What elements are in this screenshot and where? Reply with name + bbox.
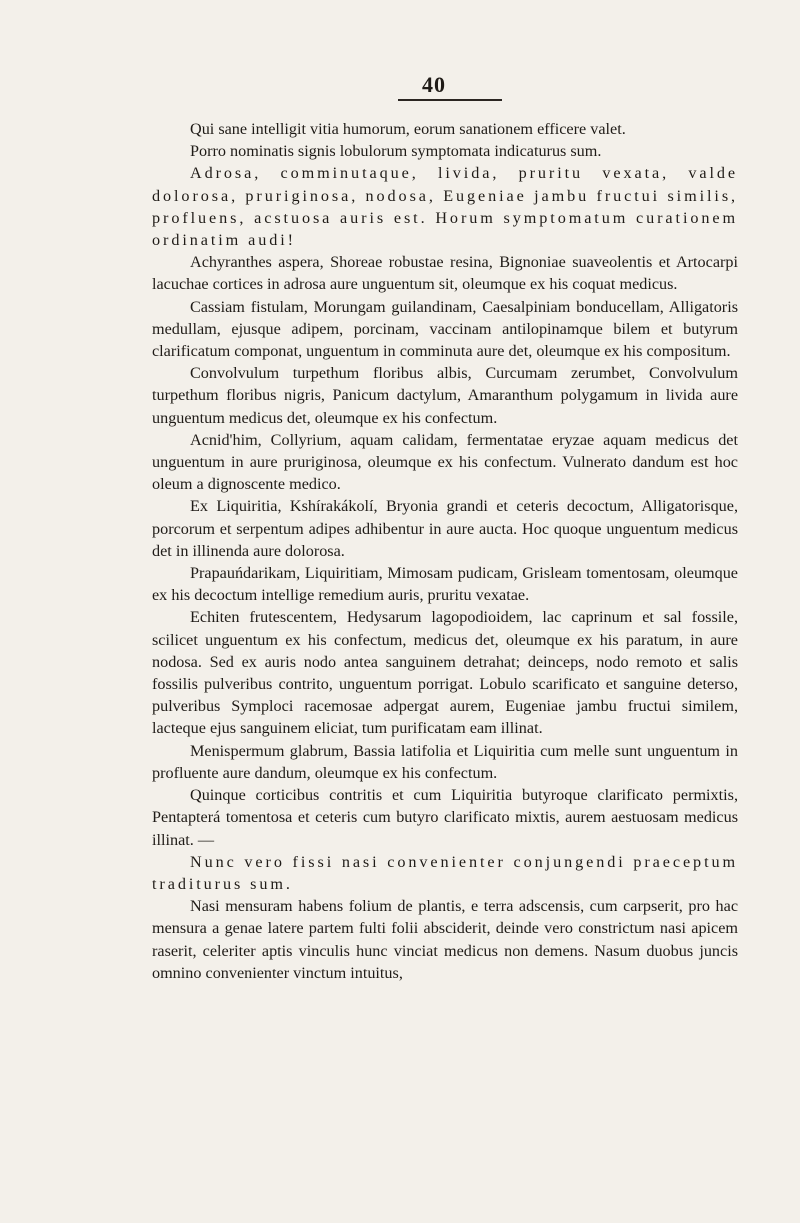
paragraph: Acnid'him, Collyrium, aquam calidam, fermentatae eryzae aquam medicus det unguentum in aure pruriginosa, oleumque ex his confectum. Vulnerato dandum est hoc oleum a dignoscente medico. <box>152 430 738 494</box>
paragraph: Cassiam fistulam, Morungam guilandinam, Caesalpiniam bonducellam, Alligatoris medullam, ejusque adipem, porcinam, vaccinam antilopinamque bilem et butyrum clarificatum componat, unguentum in comminuta aure det, oleumque ex his compositum. <box>152 297 738 361</box>
paragraph: Porro nominatis signis lobulorum symptomata indicaturus sum. <box>190 142 602 161</box>
paragraph: Nasi mensuram habens folium de plantis, e terra adscensis, cum carpserit, pro hac mensura a genae latere partem fulti folii absciderit, deinde vero constrictum nasi apicem raserit, celeriter aptis vinculis hunc vinciat medicus non demens. Nasum duobus juncis omnino convenienter vinctum intuitus, <box>152 897 738 982</box>
paragraph: Achyranthes aspera, Shoreae robustae resina, Bignoniae suaveolentis et Artocarpi lacuchae cortices in adrosa aure unguentum sit, oleumque ex his coquat medicus. <box>152 253 738 294</box>
paragraph: Qui sane intelligit vitia humorum, eorum sanationem efficere valet. <box>190 120 626 138</box>
paragraph: Menispermum glabrum, Bassia latifolia et Liquiritia cum melle sunt unguentum in profluente aure dandum, oleumque ex his confectum. <box>152 741 738 782</box>
paragraph: Quinque corticibus contritis et cum Liquiritia butyroque clarificato permixtis, Pentapterá tomentosa et ceteris cum butyro clarificato mixtis, aurem aestuosam medicus illinat. — <box>152 786 738 849</box>
page-text <box>152 118 738 984</box>
page-number-rule <box>398 99 502 101</box>
paragraph: Prapauńdarikam, Liquiritiam, Mimosam pudicam, Grisleam tomentosam, oleumque ex his decoctum intellige remedium auris, pruritu vexatae. <box>152 564 738 605</box>
page-number: 40 <box>422 72 446 97</box>
paragraph: Nunc vero fissi nasi convenienter conjungendi praeceptum traditurus sum. <box>152 852 738 893</box>
paragraph: Ex Liquiritia, Kshírakákolí, Bryonia grandi et ceteris decoctum, Alligatorisque, porcorum et serpentum adipes adhibentur in aure aucta. Hoc quoque unguentum medicus det in illinenda aure dolorosa. <box>152 497 738 560</box>
paragraph: Echiten frutescentem, Hedysarum lagopodioidem, lac caprinum et sal fossile, scilicet unguentum ex his confectum, medicus det, oleumque ex his paratum, in aure nodosa. Sed ex auris nodo antea sanguinem detrahat; deinceps, nodo remoto et salis fossilis pulveribus contrito, unguentum porrigat. Lobulo scarificato et sanguine deterso, pulveribus Symploci racemosae adpergat aurem, Eugeniae jambu fructui similem, lacteque ejus sanguinem eliciat, tum purificatam eam illinat. <box>152 608 738 738</box>
paragraph: Convolvulum turpethum floribus albis, Curcumam zerumbet, Convolvulum turpethum floribus nigris, Panicum dactylum, Amaranthum polygamum in livida aure unguentum medicus det, oleumque ex his confectum. <box>152 364 738 427</box>
paragraph: Adrosa, comminutaque, livida, pruritu vexata, valde dolorosa, pruriginosa, nodosa, Eugeniae jambu fructui similis, profluens, acstuosa auris est. Horum symptomatum curationem ordinatim audi! <box>152 164 738 250</box>
